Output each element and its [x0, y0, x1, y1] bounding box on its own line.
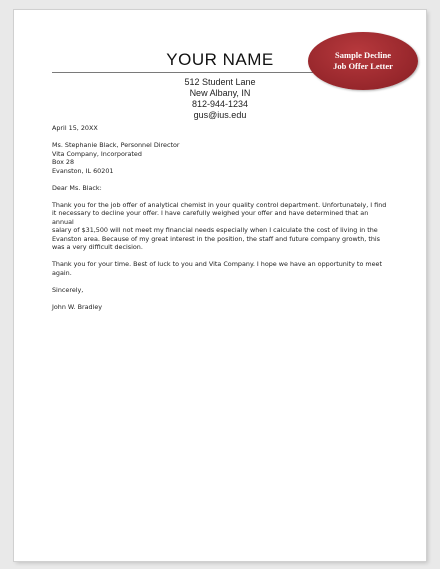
recipient-line: Evanston, IL 60201: [52, 166, 114, 175]
paragraph-line: again.: [52, 268, 72, 277]
paragraph-line: Evanston area. Because of my great interest in the position, the staff and future company growth, this: [52, 234, 380, 243]
paragraph-line: Thank you for your time. Best of luck to you and Vita Company. I hope we have an opportunity to meet: [52, 260, 382, 268]
paragraph-1: [52, 201, 392, 252]
salutation: Dear Ms. Black:: [52, 183, 102, 192]
signature-name: John W. Bradley: [52, 302, 103, 311]
recipient-line: Ms. Stephanie Black, Personnel Director: [52, 141, 180, 149]
recipient-line: Box 28: [52, 158, 75, 166]
address-street: 512 Student Lane: [184, 77, 256, 87]
closing: Sincerely,: [52, 285, 84, 294]
letter-date: April 15, 20XX: [52, 124, 98, 132]
address-email: gus@ius.edu: [193, 110, 247, 120]
letter-body: [52, 124, 392, 311]
paragraph-2: [52, 260, 392, 277]
paragraph-line: it necessary to decline your offer. I have carefully weighed your offer and have determined that an annual: [52, 209, 369, 226]
paragraph-line: Thank you for the job offer of analytical chemist in your quality control department. Unfortunately, I find: [52, 200, 387, 209]
badge-line-1: Sample Decline: [335, 50, 391, 60]
letter-page: [14, 10, 426, 561]
paragraph-line: salary of $31,500 will not meet my financial needs especially when I calculate the cost of living in the: [52, 226, 378, 234]
address-city: New Albany, IN: [189, 88, 251, 98]
recipient-block: [52, 141, 392, 175]
sender-name: YOUR NAME: [166, 50, 274, 69]
address-phone: 812-944-1234: [191, 99, 249, 109]
recipient-line: Vita Company, Incorporated: [52, 149, 142, 158]
badge-line-2: Job Offer Letter: [333, 61, 393, 71]
sender-address: [14, 77, 426, 121]
paragraph-line: was a very difficult decision.: [52, 243, 143, 251]
